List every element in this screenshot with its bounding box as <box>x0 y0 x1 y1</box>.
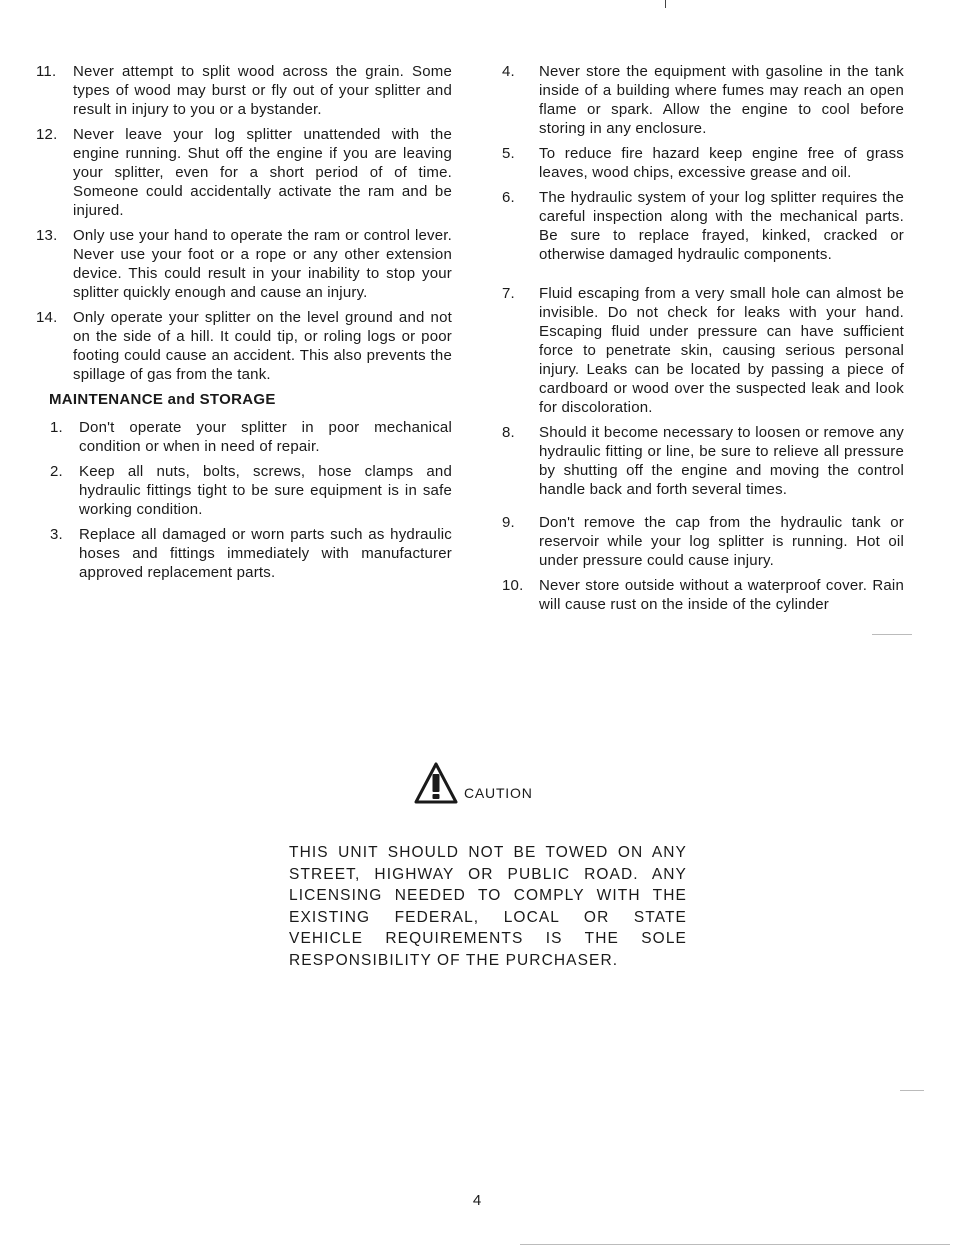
item-text: Only use your hand to operate the ram or control lever. Never use your foot or a rope or any other extension device. This could result in your inability to stop your splitter quickly enough and cause an injury. <box>73 227 452 301</box>
item-number: 11. <box>36 63 57 80</box>
item-number: 2. <box>50 463 63 480</box>
caution-text: THIS UNIT SHOULD NOT BE TOWED ON ANY STREET, HIGHWAY OR PUBLIC ROAD. ANY LICENSING NEEDED TO COMPLY WITH THE EXISTING FEDERAL, LOCAL OR STATE VEHICLE REQUIREMENTS IS THE SOLE RESPONSIBILITY OF THE PURCHASER. <box>289 844 687 969</box>
item-number: 6. <box>502 189 515 206</box>
item-text: Don't operate your splitter in poor mechanical condition or when in need of repair. <box>79 419 452 455</box>
maintenance-item-1 <box>36 418 452 456</box>
item-number: 10. <box>502 577 524 594</box>
page-number: 4 <box>472 1192 482 1209</box>
item-number: 3. <box>50 526 63 543</box>
caution-header <box>414 761 614 805</box>
item-text: Never store outside without a waterproof cover. Rain will cause rust on the inside of the cylinder <box>539 577 904 613</box>
bottom-edge-mark <box>520 1244 950 1245</box>
right-column <box>502 62 904 620</box>
item-number: 13. <box>36 227 58 244</box>
item-text: The hydraulic system of your log splitter requires the careful inspection along with the mechanical parts. Be sure to replace frayed, kinked, cracked or otherwise damaged hydraulic components. <box>539 189 904 263</box>
item-text: Keep all nuts, bolts, screws, hose clamps and hydraulic fittings tight to be sure equipment is in safe working condition. <box>79 463 452 518</box>
list-item-4 <box>502 62 904 138</box>
item-text: Never attempt to split wood across the grain. Some types of wood may burst or fly out of your splitter and result in injury to you or a bystander. <box>73 63 452 118</box>
list-item-10 <box>502 576 904 614</box>
item-text: Don't remove the cap from the hydraulic tank or reservoir while your log splitter is running. Hot oil under pressure could cause injury. <box>539 514 904 569</box>
margin-mark <box>900 1090 924 1091</box>
item-number: 5. <box>502 145 515 162</box>
item-text: Only operate your splitter on the level ground and not on the side of a hill. It could tip, or roling logs or poor footing could cause an accident. This also prevents the spillage of gas from the tank. <box>73 309 452 383</box>
maintenance-list <box>36 418 452 582</box>
caution-label: CAUTION <box>464 785 533 801</box>
item-text: Should it become necessary to loosen or remove any hydraulic fitting or line, be sure to relieve all pressure by shutting off the engine and moving the control handle back and forth several times. <box>539 424 904 498</box>
list-item-5 <box>502 144 904 182</box>
list-item-6 <box>502 188 904 264</box>
list-item-13 <box>36 226 452 302</box>
item-text: Never leave your log splitter unattended with the engine running. Shut off the engine if you are leaving your splitter, even for a short period of of time. Someone could accidentally activate the ram and be injured. <box>73 126 452 219</box>
top-tick-mark <box>665 0 666 8</box>
list-item-14 <box>36 308 452 384</box>
item-number: 4. <box>502 63 515 80</box>
item-number: 12. <box>36 126 58 143</box>
item-text: Never store the equipment with gasoline in the tank inside of a building where fumes may reach an open flame or spark. Allow the engine to cool before storing in any enclosure. <box>539 63 904 137</box>
list-item-11 <box>36 62 452 119</box>
list-item-12 <box>36 125 452 220</box>
list-item-7 <box>502 284 904 417</box>
margin-mark <box>872 634 912 635</box>
item-text: Replace all damaged or worn parts such as hydraulic hoses and fittings immediately with manufacturer approved replacement parts. <box>79 526 452 581</box>
left-column <box>36 62 452 588</box>
list-item-8 <box>502 423 904 499</box>
list-item-9 <box>502 513 904 570</box>
warning-triangle-icon <box>414 761 462 805</box>
item-number: 1. <box>50 419 63 436</box>
item-text: Fluid escaping from a very small hole can almost be invisible. Do not check for leaks with your hand. Escaping fluid under pressure can have sufficient force to penetrate skin, causing serious personal injury. Leaks can be located by passing a piece of cardboard or wood over the suspected leak and look for discoloration. <box>539 285 904 416</box>
item-text: To reduce fire hazard keep engine free of grass leaves, wood chips, excessive grease and oil. <box>539 145 904 181</box>
item-number: 14. <box>36 309 58 326</box>
item-number: 8. <box>502 424 515 441</box>
maintenance-item-2 <box>36 462 452 519</box>
section-heading-maintenance: MAINTENANCE and STORAGE <box>49 391 276 408</box>
item-number: 7. <box>502 285 515 302</box>
maintenance-item-3 <box>36 525 452 582</box>
item-number: 9. <box>502 514 515 531</box>
